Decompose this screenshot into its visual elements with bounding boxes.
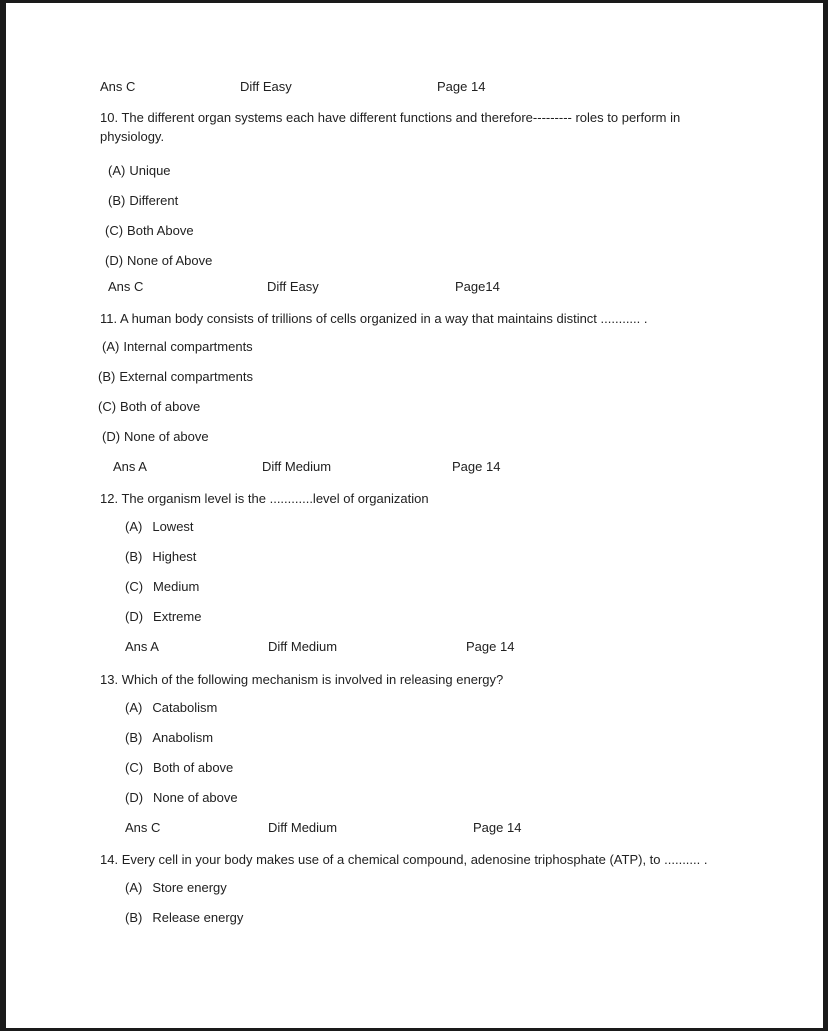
- page-label: Page 14: [466, 639, 515, 654]
- option-text: Different: [129, 193, 179, 208]
- option-text: Release energy: [152, 910, 244, 925]
- option-row: [98, 399, 200, 414]
- page-label: Page14: [455, 279, 500, 294]
- answer-label: Ans A: [113, 459, 147, 474]
- option-label: (A): [125, 700, 143, 715]
- option-row: [125, 730, 213, 745]
- difficulty-label: Diff Medium: [268, 820, 338, 835]
- question-number: 12.: [100, 491, 119, 506]
- difficulty-label: Diff Easy: [267, 279, 319, 294]
- question-number: 14.: [100, 852, 119, 867]
- meta-row: [6, 639, 823, 655]
- page-label: Page 14: [437, 79, 486, 94]
- option-label: (A): [102, 339, 120, 354]
- option-label: (A): [108, 163, 126, 178]
- option-text: Medium: [153, 579, 200, 594]
- option-text: Highest: [152, 549, 197, 564]
- option-text: None of above: [153, 790, 238, 805]
- option-text: None of Above: [127, 253, 213, 268]
- option-label: (D): [105, 253, 124, 268]
- page-label: Page 14: [473, 820, 522, 835]
- question-body: Which of the following mechanism is involved in releasing energy?: [121, 672, 504, 687]
- option-row: [108, 163, 171, 178]
- option-row: [125, 760, 233, 775]
- option-text: Unique: [129, 163, 171, 178]
- difficulty-label: Diff Medium: [268, 639, 338, 654]
- answer-label: Ans C: [100, 79, 136, 94]
- question-body: Every cell in your body makes use of a chemical compound, adenosine triphosphate (ATP), to .......... .: [121, 852, 708, 867]
- meta-row: [6, 459, 823, 475]
- option-row: [125, 910, 243, 925]
- option-row: [125, 609, 201, 624]
- question-number: 11.: [100, 311, 118, 326]
- option-row: [125, 880, 227, 895]
- option-row: [125, 549, 196, 564]
- option-text: External compartments: [119, 369, 254, 384]
- question-text: [100, 489, 760, 508]
- option-label: (D): [125, 609, 144, 624]
- option-text: Extreme: [153, 609, 202, 624]
- option-row: [125, 700, 217, 715]
- question-text: [100, 670, 760, 689]
- option-text: Both Above: [127, 223, 194, 238]
- question-body: The different organ systems each have different functions and therefore--------- roles to perform in physiology.: [100, 110, 681, 144]
- option-row: [102, 339, 253, 354]
- option-row: [125, 579, 199, 594]
- option-text: Both of above: [120, 399, 201, 414]
- meta-row: [6, 279, 823, 295]
- option-text: Anabolism: [152, 730, 214, 745]
- option-label: (B): [108, 193, 126, 208]
- option-label: (C): [125, 760, 144, 775]
- option-text: Both of above: [153, 760, 234, 775]
- option-row: [125, 790, 238, 805]
- document-page: [6, 3, 823, 1028]
- question-text: [100, 309, 760, 328]
- option-text: Store energy: [152, 880, 227, 895]
- option-text: Catabolism: [152, 700, 218, 715]
- option-text: Lowest: [152, 519, 194, 534]
- question-number: 13.: [100, 672, 119, 687]
- option-row: [125, 519, 194, 534]
- option-row: [98, 369, 253, 384]
- option-label: (B): [125, 549, 143, 564]
- difficulty-label: Diff Medium: [262, 459, 332, 474]
- option-label: (C): [105, 223, 124, 238]
- option-label: (B): [125, 910, 143, 925]
- answer-label: Ans C: [125, 820, 161, 835]
- page-label: Page 14: [452, 459, 501, 474]
- question-number: 10.: [100, 110, 119, 125]
- option-row: [108, 193, 178, 208]
- answer-label: Ans A: [125, 639, 159, 654]
- difficulty-label: Diff Easy: [240, 79, 292, 94]
- option-text: Internal compartments: [123, 339, 253, 354]
- meta-row: [6, 820, 823, 836]
- meta-row: [6, 79, 823, 95]
- option-label: (C): [125, 579, 144, 594]
- option-label: (D): [102, 429, 121, 444]
- question-body: A human body consists of trillions of cells organized in a way that maintains distinct ........... .: [120, 311, 648, 326]
- question-text: [100, 108, 722, 146]
- option-text: None of above: [124, 429, 209, 444]
- option-label: (B): [98, 369, 116, 384]
- question-text: [100, 850, 760, 869]
- option-label: (C): [98, 399, 117, 414]
- option-label: (A): [125, 519, 143, 534]
- option-row: [105, 223, 194, 238]
- option-label: (B): [125, 730, 143, 745]
- option-label: (A): [125, 880, 143, 895]
- option-row: [102, 429, 209, 444]
- option-row: [105, 253, 212, 268]
- question-body: The organism level is the ............level of organization: [121, 491, 429, 506]
- answer-label: Ans C: [108, 279, 144, 294]
- option-label: (D): [125, 790, 144, 805]
